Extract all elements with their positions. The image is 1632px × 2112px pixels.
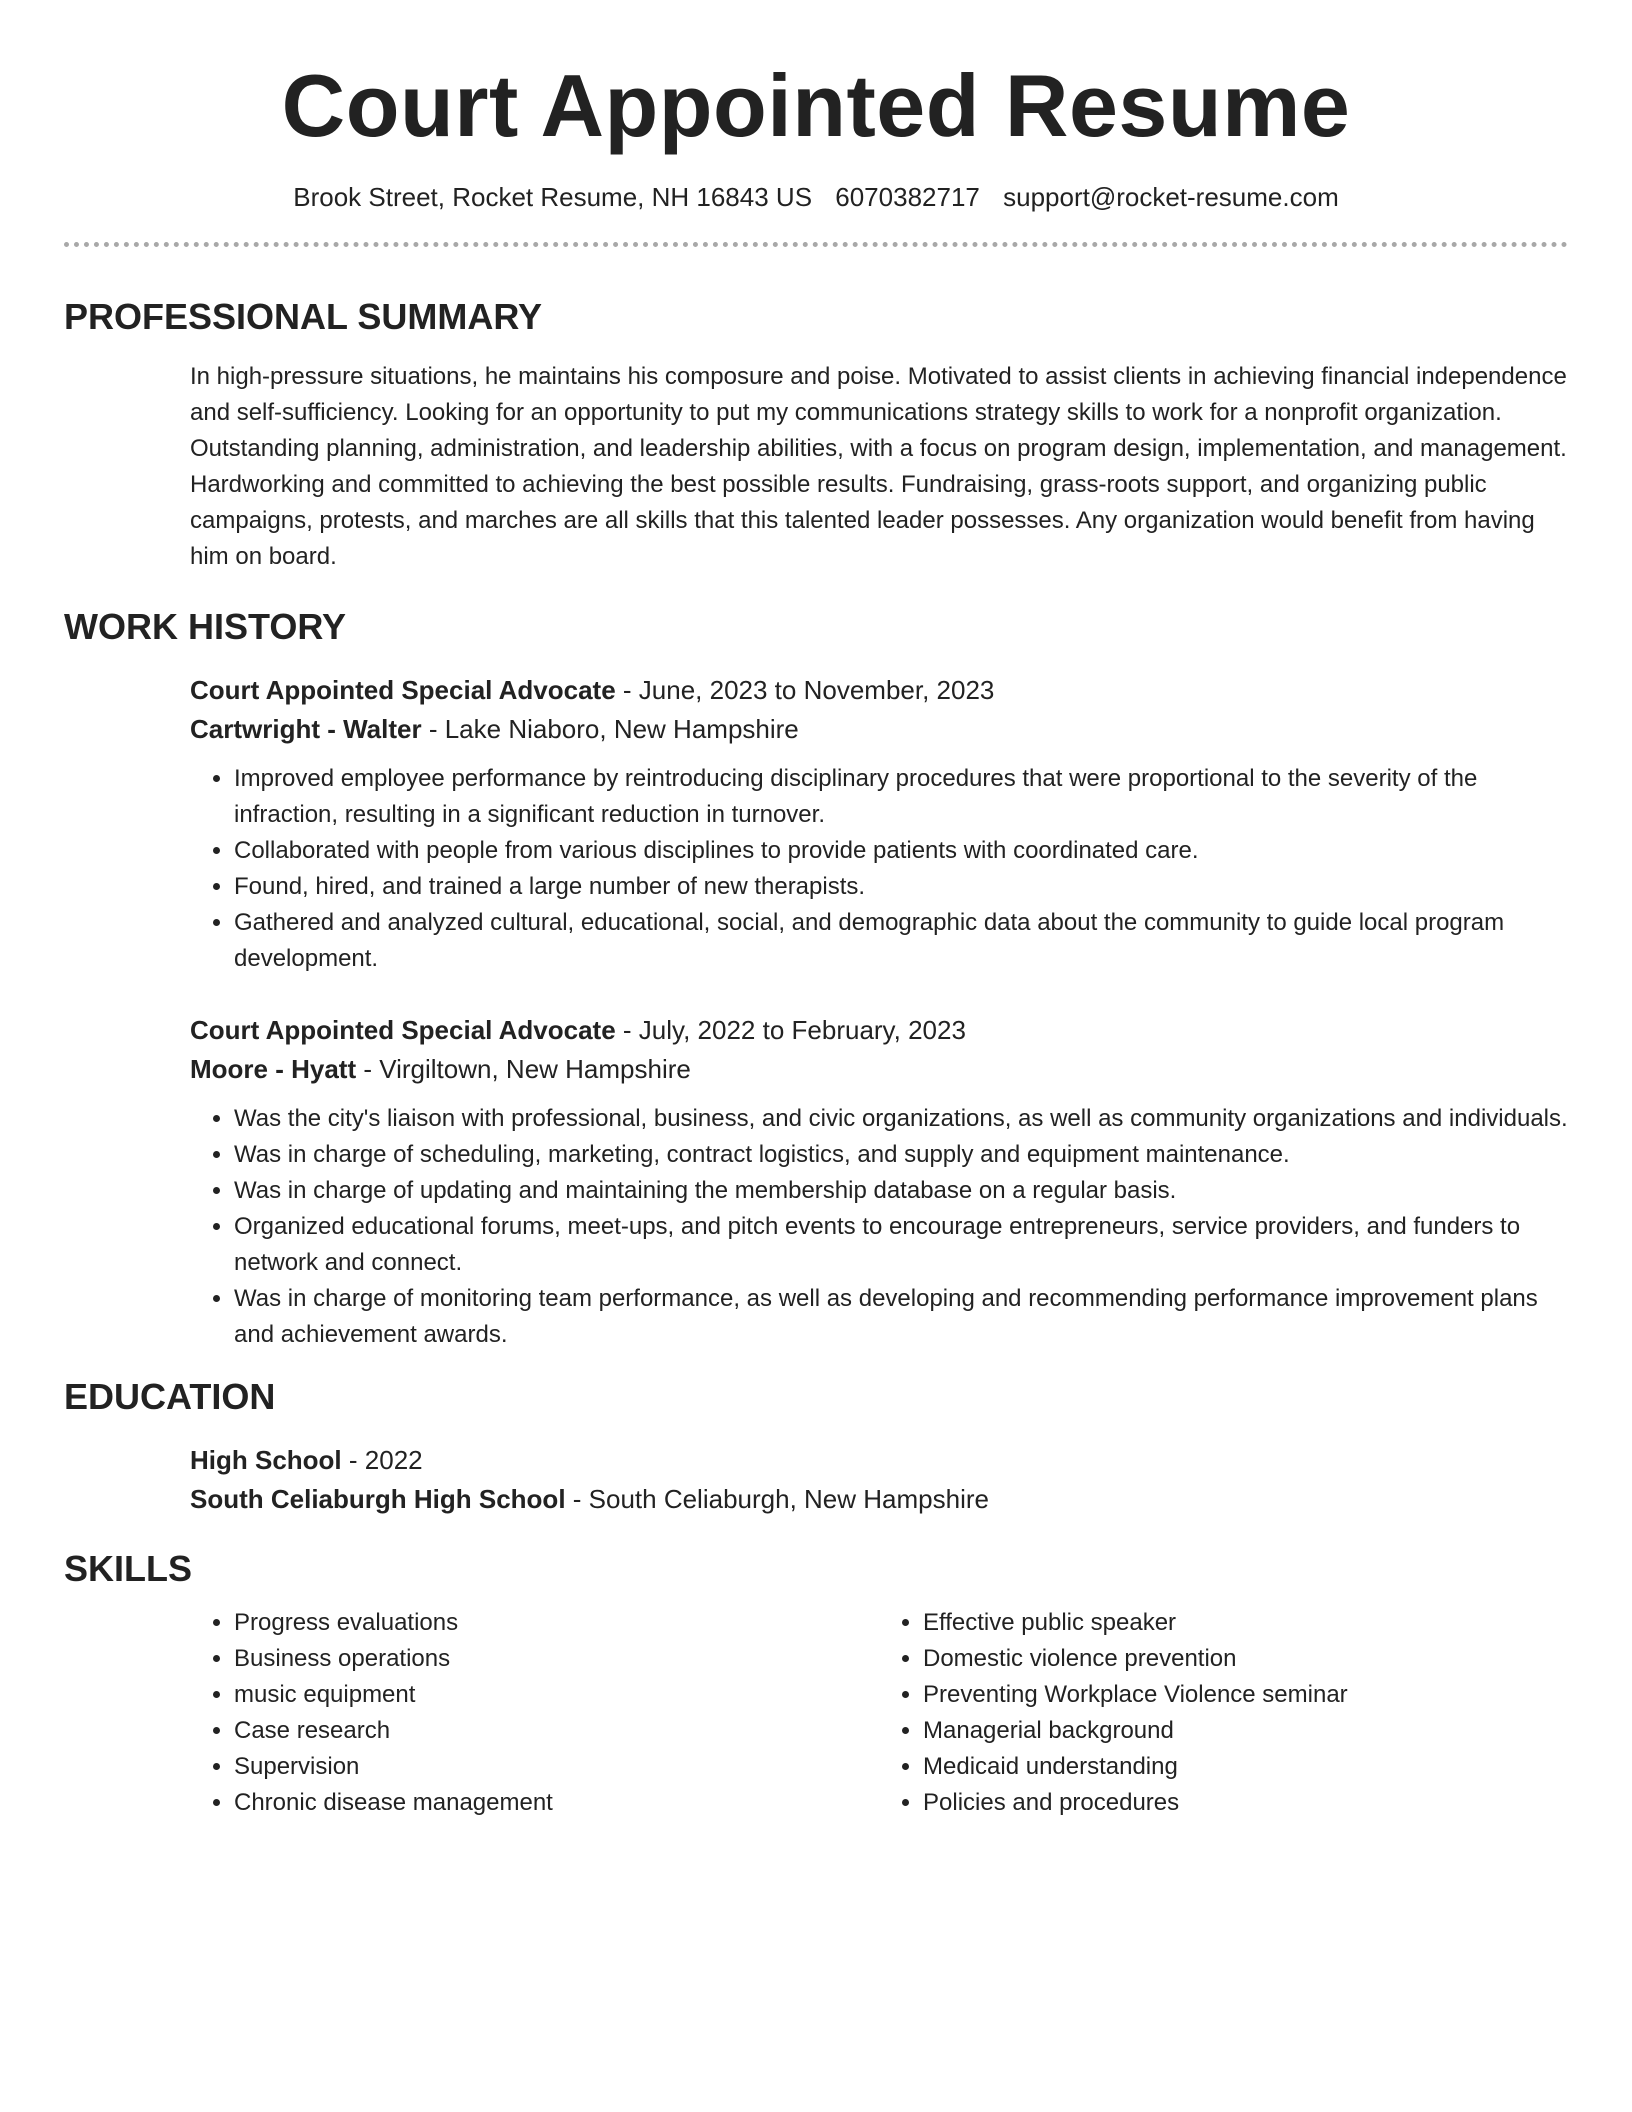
- education-year: - 2022: [341, 1445, 423, 1475]
- skills-left-column: [190, 1605, 879, 1821]
- education-degree: High School: [190, 1445, 342, 1475]
- job-bullet: • Collaborated with people from various disciplines to provide patients with coordinated care.: [234, 833, 1568, 869]
- job-bullet: • Improved employee performance by reintroducing disciplinary procedures that were proportional to the severity of the infraction, resulting in a significant reduction in turnover.: [234, 761, 1568, 833]
- work-history-heading: WORK HISTORY: [64, 606, 347, 647]
- job-bullet: • Gathered and analyzed cultural, educational, social, and demographic data about the community to guide local program development.: [234, 905, 1568, 977]
- work-history-section: [64, 605, 1568, 1353]
- education-school: South Celiaburgh High School: [190, 1484, 566, 1514]
- job-role: Court Appointed Special Advocate: [190, 1015, 616, 1045]
- job-bullet: • Was in charge of scheduling, marketing, contract logistics, and supply and equipment maintenance.: [234, 1137, 1568, 1173]
- skills-right-column: [879, 1605, 1568, 1821]
- skill-item: • Case research: [234, 1713, 879, 1749]
- skill-item: • Managerial background: [923, 1713, 1568, 1749]
- contact-email: support@rocket-resume.com: [1003, 182, 1339, 212]
- skills-heading: SKILLS: [64, 1548, 193, 1589]
- header-divider: [64, 242, 1568, 247]
- skill-item: • Preventing Workplace Violence seminar: [923, 1677, 1568, 1713]
- job-company: Cartwright - Walter: [190, 714, 422, 744]
- job-company: Moore - Hyatt: [190, 1054, 357, 1084]
- skill-item: • music equipment: [234, 1677, 879, 1713]
- skill-item: • Chronic disease management: [234, 1785, 879, 1821]
- summary-text: In high-pressure situations, he maintains his composure and poise. Motivated to assist clients in achieving financial independence and self-sufficiency. Looking for an opportunity to put my communications strategy skills to work for a nonprofit organization. Outstanding planning, administration, and leadership abilities, with a focus on program design, implementation, and management. Hardworking and committed to achieving the best possible results. Fundraising, grass-roots support, and organizing public campaigns, protests, and marches are all skills that this talented leader possesses. Any organization would benefit from having him on board.: [190, 363, 1567, 570]
- job-location: - Lake Niaboro, New Hampshire: [421, 714, 799, 744]
- job-entry: [190, 1011, 1568, 1353]
- job-role: Court Appointed Special Advocate: [190, 675, 616, 705]
- skills-section: [64, 1547, 1568, 1821]
- contact-phone: 6070382717: [835, 182, 980, 212]
- skill-item: • Supervision: [234, 1749, 879, 1785]
- job-bullet: • Was in charge of updating and maintaining the membership database on a regular basis.: [234, 1173, 1568, 1209]
- job-company-line: [190, 1050, 1568, 1089]
- education-entry: [190, 1441, 1568, 1519]
- education-location: - South Celiaburgh, New Hampshire: [565, 1484, 989, 1514]
- job-bullet: • Organized educational forums, meet-ups, and pitch events to encourage entrepreneurs, service providers, and funders to network and connect.: [234, 1209, 1568, 1281]
- job-bullets: [190, 1101, 1568, 1353]
- job-bullets: [190, 761, 1568, 977]
- resume-name: Court Appointed Resume: [281, 56, 1351, 155]
- job-dates: - June, 2023 to November, 2023: [615, 675, 995, 705]
- contact-line: [64, 180, 1568, 214]
- job-bullet: • Was in charge of monitoring team performance, as well as developing and recommending performance improvement plans and achievement awards.: [234, 1281, 1568, 1353]
- skill-item: • Progress evaluations: [234, 1605, 879, 1641]
- job-company-line: [190, 710, 1568, 749]
- job-location: - Virgiltown, New Hampshire: [356, 1054, 691, 1084]
- education-school-line: [190, 1480, 1568, 1519]
- education-degree-line: [190, 1441, 1568, 1480]
- contact-address: Brook Street, Rocket Resume, NH 16843 US: [293, 182, 813, 212]
- job-bullet: • Was the city's liaison with professional, business, and civic organizations, as well as community organizations and individuals.: [234, 1101, 1568, 1137]
- job-entry: [190, 671, 1568, 977]
- skill-item: • Business operations: [234, 1641, 879, 1677]
- skill-item: • Medicaid understanding: [923, 1749, 1568, 1785]
- skills-columns: [190, 1605, 1568, 1821]
- skill-item: • Effective public speaker: [923, 1605, 1568, 1641]
- job-dates: - July, 2022 to February, 2023: [615, 1015, 966, 1045]
- education-heading: EDUCATION: [64, 1376, 276, 1417]
- summary-heading: PROFESSIONAL SUMMARY: [64, 296, 543, 337]
- education-section: [64, 1375, 1568, 1519]
- skill-item: • Domestic violence prevention: [923, 1641, 1568, 1677]
- job-title-line: [190, 1011, 1568, 1050]
- skill-item: • Policies and procedures: [923, 1785, 1568, 1821]
- job-bullet: • Found, hired, and trained a large number of new therapists.: [234, 869, 1568, 905]
- summary-section: [64, 295, 1568, 575]
- job-title-line: [190, 671, 1568, 710]
